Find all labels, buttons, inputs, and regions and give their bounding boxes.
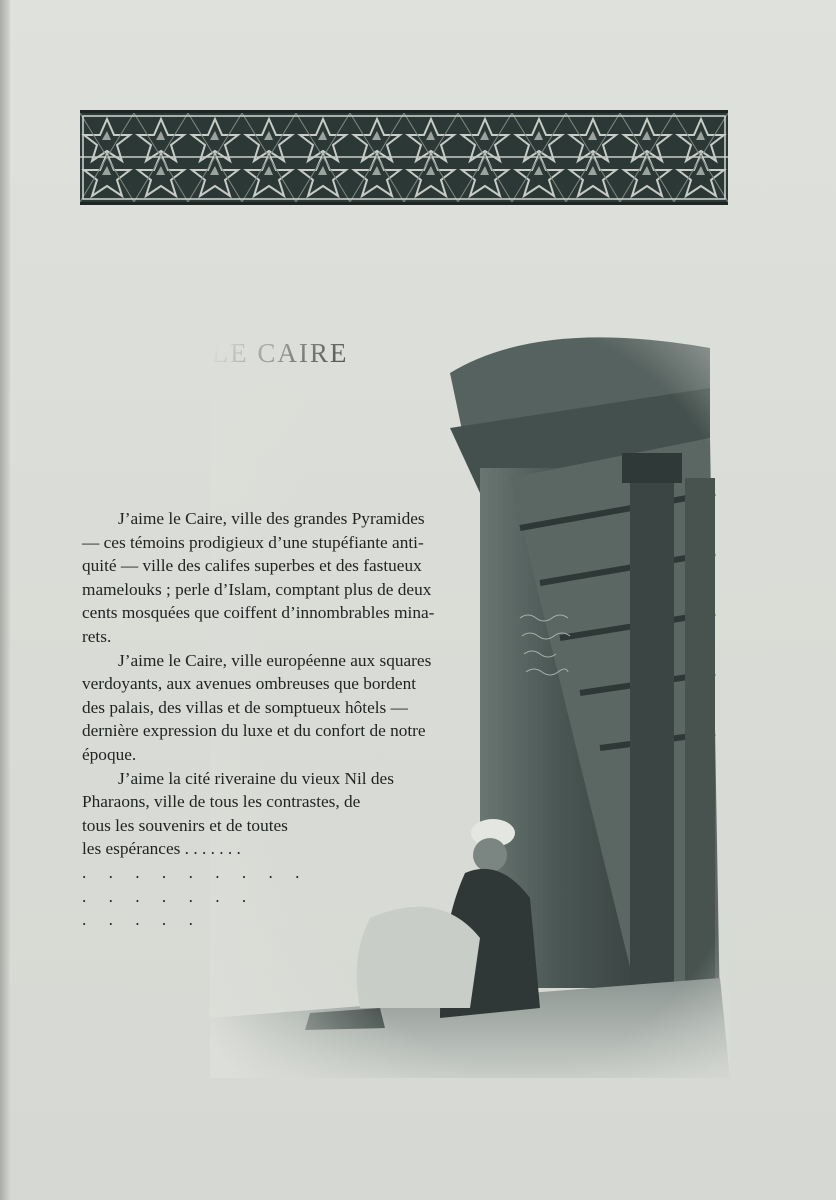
ellipsis-line: . . . . .	[82, 910, 202, 930]
text-line: J’aime la cité riveraine du vieux Nil des	[118, 768, 394, 788]
text-line: des palais, des villas et de somptueux hôtels —	[82, 697, 408, 717]
text-line: époque.	[82, 744, 137, 764]
ellipsis-line: . . . . . . .	[82, 886, 256, 906]
text-line: tous les souvenirs et de toutes	[82, 815, 288, 835]
ellipsis-line: . . . . . . . . .	[82, 862, 309, 882]
page-edge	[0, 0, 10, 1200]
text-line: rets.	[82, 626, 112, 646]
text-line: quité — ville des califes superbes et des fastueux	[82, 556, 422, 576]
text-line: — ces témoins prodigieux d’une stupéfiante anti-	[82, 532, 424, 552]
body-text	[82, 507, 466, 932]
text-line: mamelouks ; perle d’Islam, comptant plus de deux	[82, 579, 432, 599]
frieze-pattern-image	[80, 113, 728, 202]
text-line: dernière expression du luxe et du confort de notre	[82, 721, 426, 741]
arabesque-frieze	[80, 110, 728, 205]
text-line: verdoyants, aux avenues ombreuses que bordent	[82, 674, 417, 694]
paragraph-1	[82, 507, 466, 649]
text-line: Pharaons, ville de tous les contrastes, de	[82, 792, 361, 812]
text-line: les espérances . . . . . . .	[82, 839, 241, 859]
text-line: cents mosquées que coiffent d’innombrables mina-	[82, 603, 435, 623]
text-line: J’aime le Caire, ville des grandes Pyramides	[118, 509, 425, 528]
paragraph-2	[82, 649, 466, 767]
paragraph-3	[82, 767, 466, 861]
text-line: J’aime le Caire, ville européenne aux squares	[118, 650, 432, 670]
